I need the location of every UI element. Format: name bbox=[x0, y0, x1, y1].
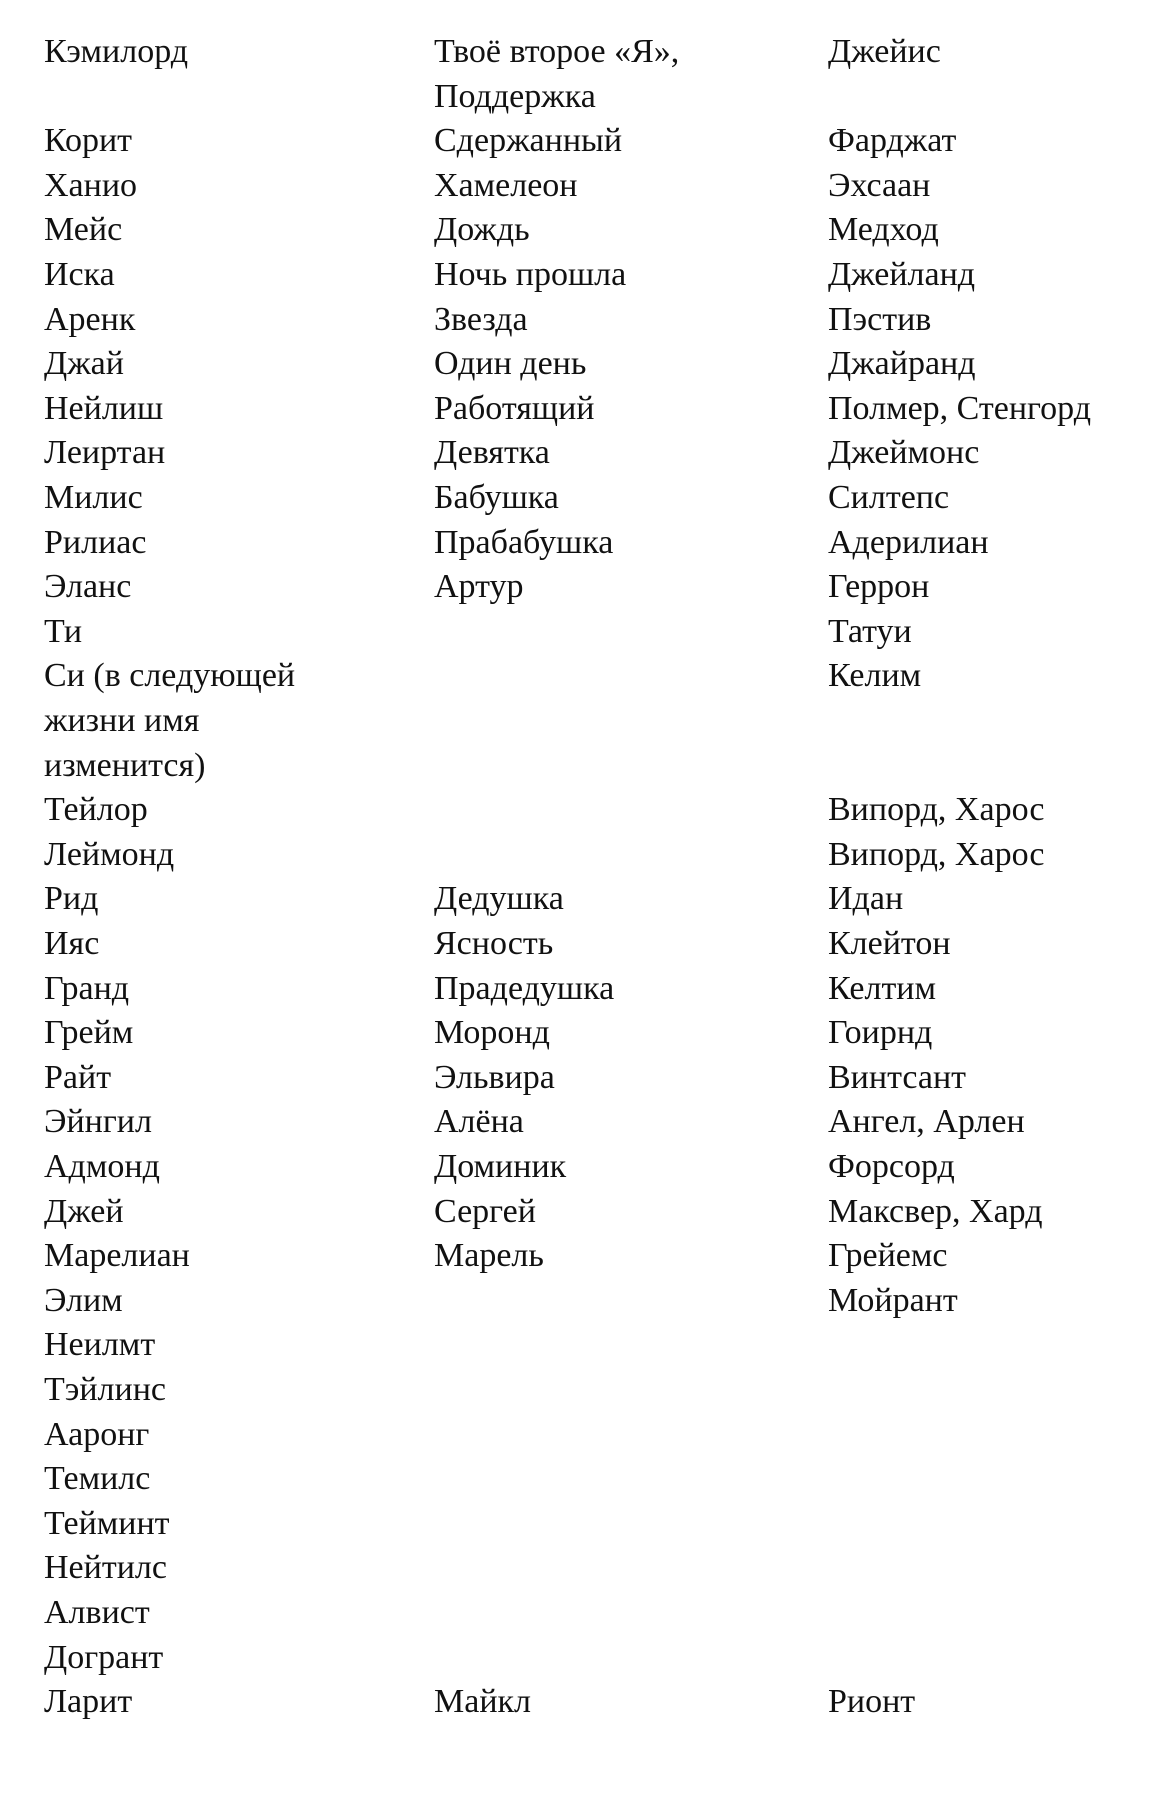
first-name-cell: Джай bbox=[44, 345, 124, 383]
first-name-cell: Ти bbox=[44, 612, 83, 650]
meaning-cell: Твоё второе «Я», Поддержка bbox=[434, 33, 680, 115]
first-name-cell: Гранд bbox=[44, 969, 130, 1007]
second-name-cell: Випорд, Харос bbox=[828, 835, 1045, 873]
second-name-cell: Клейтон bbox=[828, 925, 951, 962]
first-name-cell: Неилмт bbox=[44, 1326, 156, 1364]
meaning-cell: Прабабушка bbox=[434, 523, 614, 561]
second-name-cell: Максвер, Хард bbox=[828, 1192, 1043, 1230]
meaning-cell: Один день bbox=[434, 345, 587, 383]
first-name-cell: Темилс bbox=[44, 1460, 151, 1498]
first-name-cell: Корит bbox=[44, 122, 133, 160]
first-name-cell: Догрант bbox=[44, 1638, 164, 1676]
second-name-cell: Келим bbox=[828, 657, 922, 695]
first-name-cell: Милис bbox=[44, 479, 143, 516]
meaning-cell: Эльвира bbox=[434, 1058, 555, 1096]
first-name-cell: Рид bbox=[44, 880, 99, 918]
meaning-cell: Доминик bbox=[434, 1148, 567, 1185]
meaning-cell: Майкл bbox=[434, 1683, 532, 1721]
meaning-cell: Марель bbox=[434, 1237, 544, 1275]
first-name-cell: Ханио bbox=[44, 166, 138, 204]
first-name-cell: Грейм bbox=[44, 1014, 134, 1052]
meaning-cell: Хамелеон bbox=[434, 166, 578, 204]
meaning-cell: Сергей bbox=[434, 1192, 536, 1230]
meaning-cell: Моронд bbox=[434, 1014, 550, 1052]
meaning-cell: Бабушка bbox=[434, 479, 559, 516]
first-name-cell: Нейлиш bbox=[44, 389, 164, 427]
first-name-cell: Нейтилс bbox=[44, 1549, 167, 1587]
first-name-cell: Ааронг bbox=[44, 1415, 150, 1453]
meaning-cell: Работящий bbox=[434, 389, 595, 427]
first-name-cell: Марелиан bbox=[44, 1237, 190, 1275]
second-name-cell: Грейемс bbox=[828, 1237, 948, 1275]
second-name-cell: Джайранд bbox=[828, 345, 976, 383]
second-name-cell: Келтим bbox=[828, 969, 937, 1007]
second-name-cell: Форсорд bbox=[828, 1148, 955, 1185]
first-name-cell: Элим bbox=[44, 1281, 123, 1319]
second-name-cell: Джеймонс bbox=[828, 434, 980, 472]
first-name-cell: Адмонд bbox=[44, 1148, 160, 1185]
first-name-cell: Аренк bbox=[44, 300, 136, 338]
second-name-cell: Пэстив bbox=[828, 300, 932, 338]
second-name-cell: Адерилиан bbox=[828, 523, 989, 561]
first-name-cell: Ияс bbox=[44, 925, 100, 962]
first-name-cell: Джей bbox=[44, 1192, 124, 1230]
first-name-cell: Ларит bbox=[44, 1683, 133, 1721]
first-name-cell: Леиртан bbox=[44, 434, 166, 472]
first-name-cell: Си (в следующей жизни имя изменится) bbox=[44, 657, 296, 784]
first-name-cell: Райт bbox=[44, 1058, 112, 1096]
meaning-cell: Девятка bbox=[434, 434, 550, 472]
meaning-cell: Сдержанный bbox=[434, 122, 623, 160]
first-name-cell: Мейс bbox=[44, 211, 123, 249]
meaning-cell: Артур bbox=[434, 568, 524, 606]
first-name-cell: Эйнгил bbox=[44, 1103, 152, 1141]
first-name-cell: Рилиас bbox=[44, 523, 147, 561]
meaning-cell: Прадедушка bbox=[434, 969, 615, 1007]
first-name-cell: Алвист bbox=[44, 1594, 150, 1631]
second-name-cell: Мойрант bbox=[828, 1281, 958, 1319]
meaning-cell: Дождь bbox=[434, 211, 530, 249]
meaning-cell: Звезда bbox=[434, 300, 528, 338]
second-name-cell: Полмер, Стенгорд bbox=[828, 389, 1092, 427]
second-name-cell: Ангел, Арлен bbox=[828, 1103, 1025, 1141]
second-name-cell: Гоирнд bbox=[828, 1014, 933, 1052]
meaning-cell: Ясность bbox=[434, 925, 554, 962]
second-name-cell: Винтсант bbox=[828, 1058, 966, 1096]
meaning-cell: Ночь прошла bbox=[434, 256, 627, 293]
first-name-cell: Тейминт bbox=[44, 1504, 170, 1542]
first-name-cell: Кэмилорд bbox=[44, 33, 189, 70]
second-name-cell: Идан bbox=[828, 880, 904, 918]
first-name-cell: Иска bbox=[44, 256, 115, 293]
second-name-cell: Джейис bbox=[828, 33, 941, 70]
second-name-cell: Геррон bbox=[828, 568, 930, 606]
second-name-cell: Випорд, Харос bbox=[828, 791, 1045, 829]
meaning-cell: Дедушка bbox=[434, 880, 564, 918]
second-name-cell: Рионт bbox=[828, 1683, 916, 1721]
second-name-cell: Медход bbox=[828, 211, 939, 249]
first-name-cell: Эланс bbox=[44, 568, 132, 606]
second-name-cell: Джейланд bbox=[828, 256, 976, 293]
meaning-cell: Алёна bbox=[434, 1103, 524, 1141]
first-name-cell: Тэйлинс bbox=[44, 1371, 167, 1408]
second-name-cell: Эхсаан bbox=[828, 166, 931, 204]
second-name-cell: Силтепс bbox=[828, 479, 950, 516]
first-name-cell: Леймонд bbox=[44, 835, 175, 873]
first-name-cell: Тейлор bbox=[44, 791, 148, 829]
second-name-cell: Татуи bbox=[828, 612, 912, 650]
second-name-cell: Фарджат bbox=[828, 122, 957, 160]
